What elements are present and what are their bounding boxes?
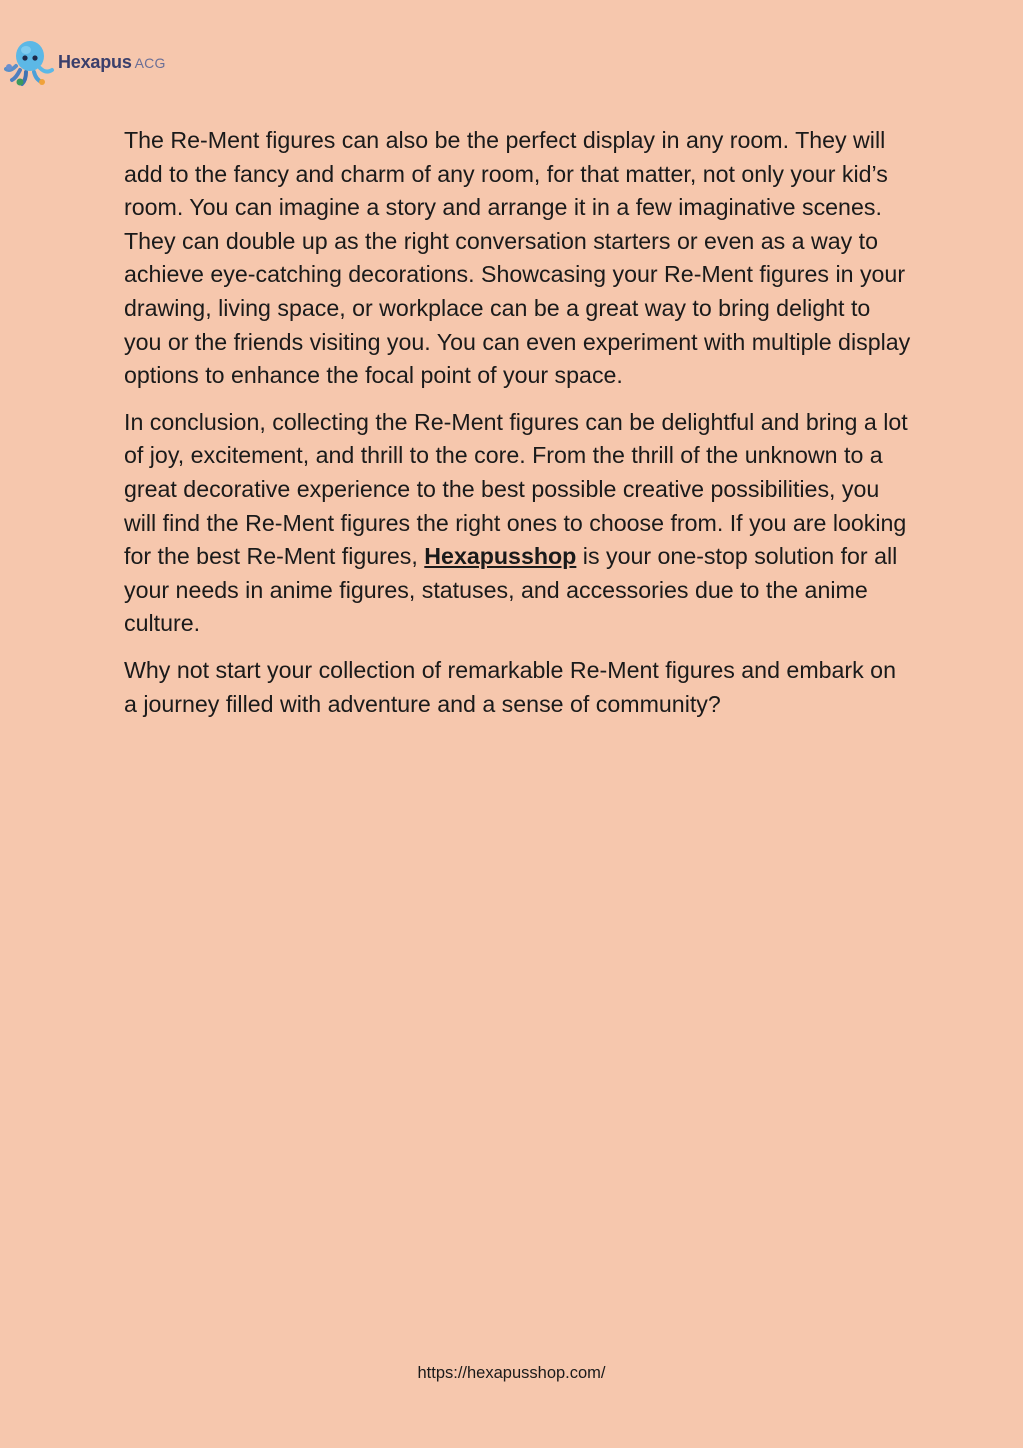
article-body: [124, 124, 914, 734]
logo-name: Hexapus: [58, 51, 132, 72]
hexapusshop-link[interactable]: Hexapusshop: [424, 543, 577, 570]
logo-suffix: ACG: [134, 54, 166, 71]
octopus-mascot-icon: [4, 36, 56, 88]
footer-url: https://hexapusshop.com/: [417, 1364, 606, 1382]
brand-logo: [4, 36, 166, 88]
conclusion-text-start: In conclusion, collecting the Re-Ment figures can be delightful and bring a lot of joy, excitement, and thrill to the core. From the thrill of the unknown to a great decorative experience to the best possible creative possibilities, you will find the Re-Ment figures the right ones to choose from. If you are looking for the best Re-Ment figures,: [124, 408, 908, 570]
conclusion-text-end: is your one-stop solution for all your needs in anime figures, statuses, and accessories due to the anime culture.: [124, 543, 898, 637]
paragraph-display: The Re-Ment figures can also be the perfect display in any room. They will add to the fancy and charm of any room, for that matter, not only your kid’s room. You can imagine a story and arrange it in a few imaginative scenes. They can double up as the right conversation starters or even as a way to achieve eye-catching decorations. Showcasing your Re-Ment figures in your drawing, living space, or workplace can be a great way to bring delight to you or the friends visiting you. You can even experiment with multiple display options to enhance the focal point of your space.: [124, 127, 911, 389]
logo-wordmark: [58, 52, 166, 73]
paragraph-call-to-action: Why not start your collection of remarkable Re-Ment figures and embark on a journey filled with adventure and a sense of community?: [124, 656, 896, 717]
paragraph-conclusion: [124, 406, 914, 641]
